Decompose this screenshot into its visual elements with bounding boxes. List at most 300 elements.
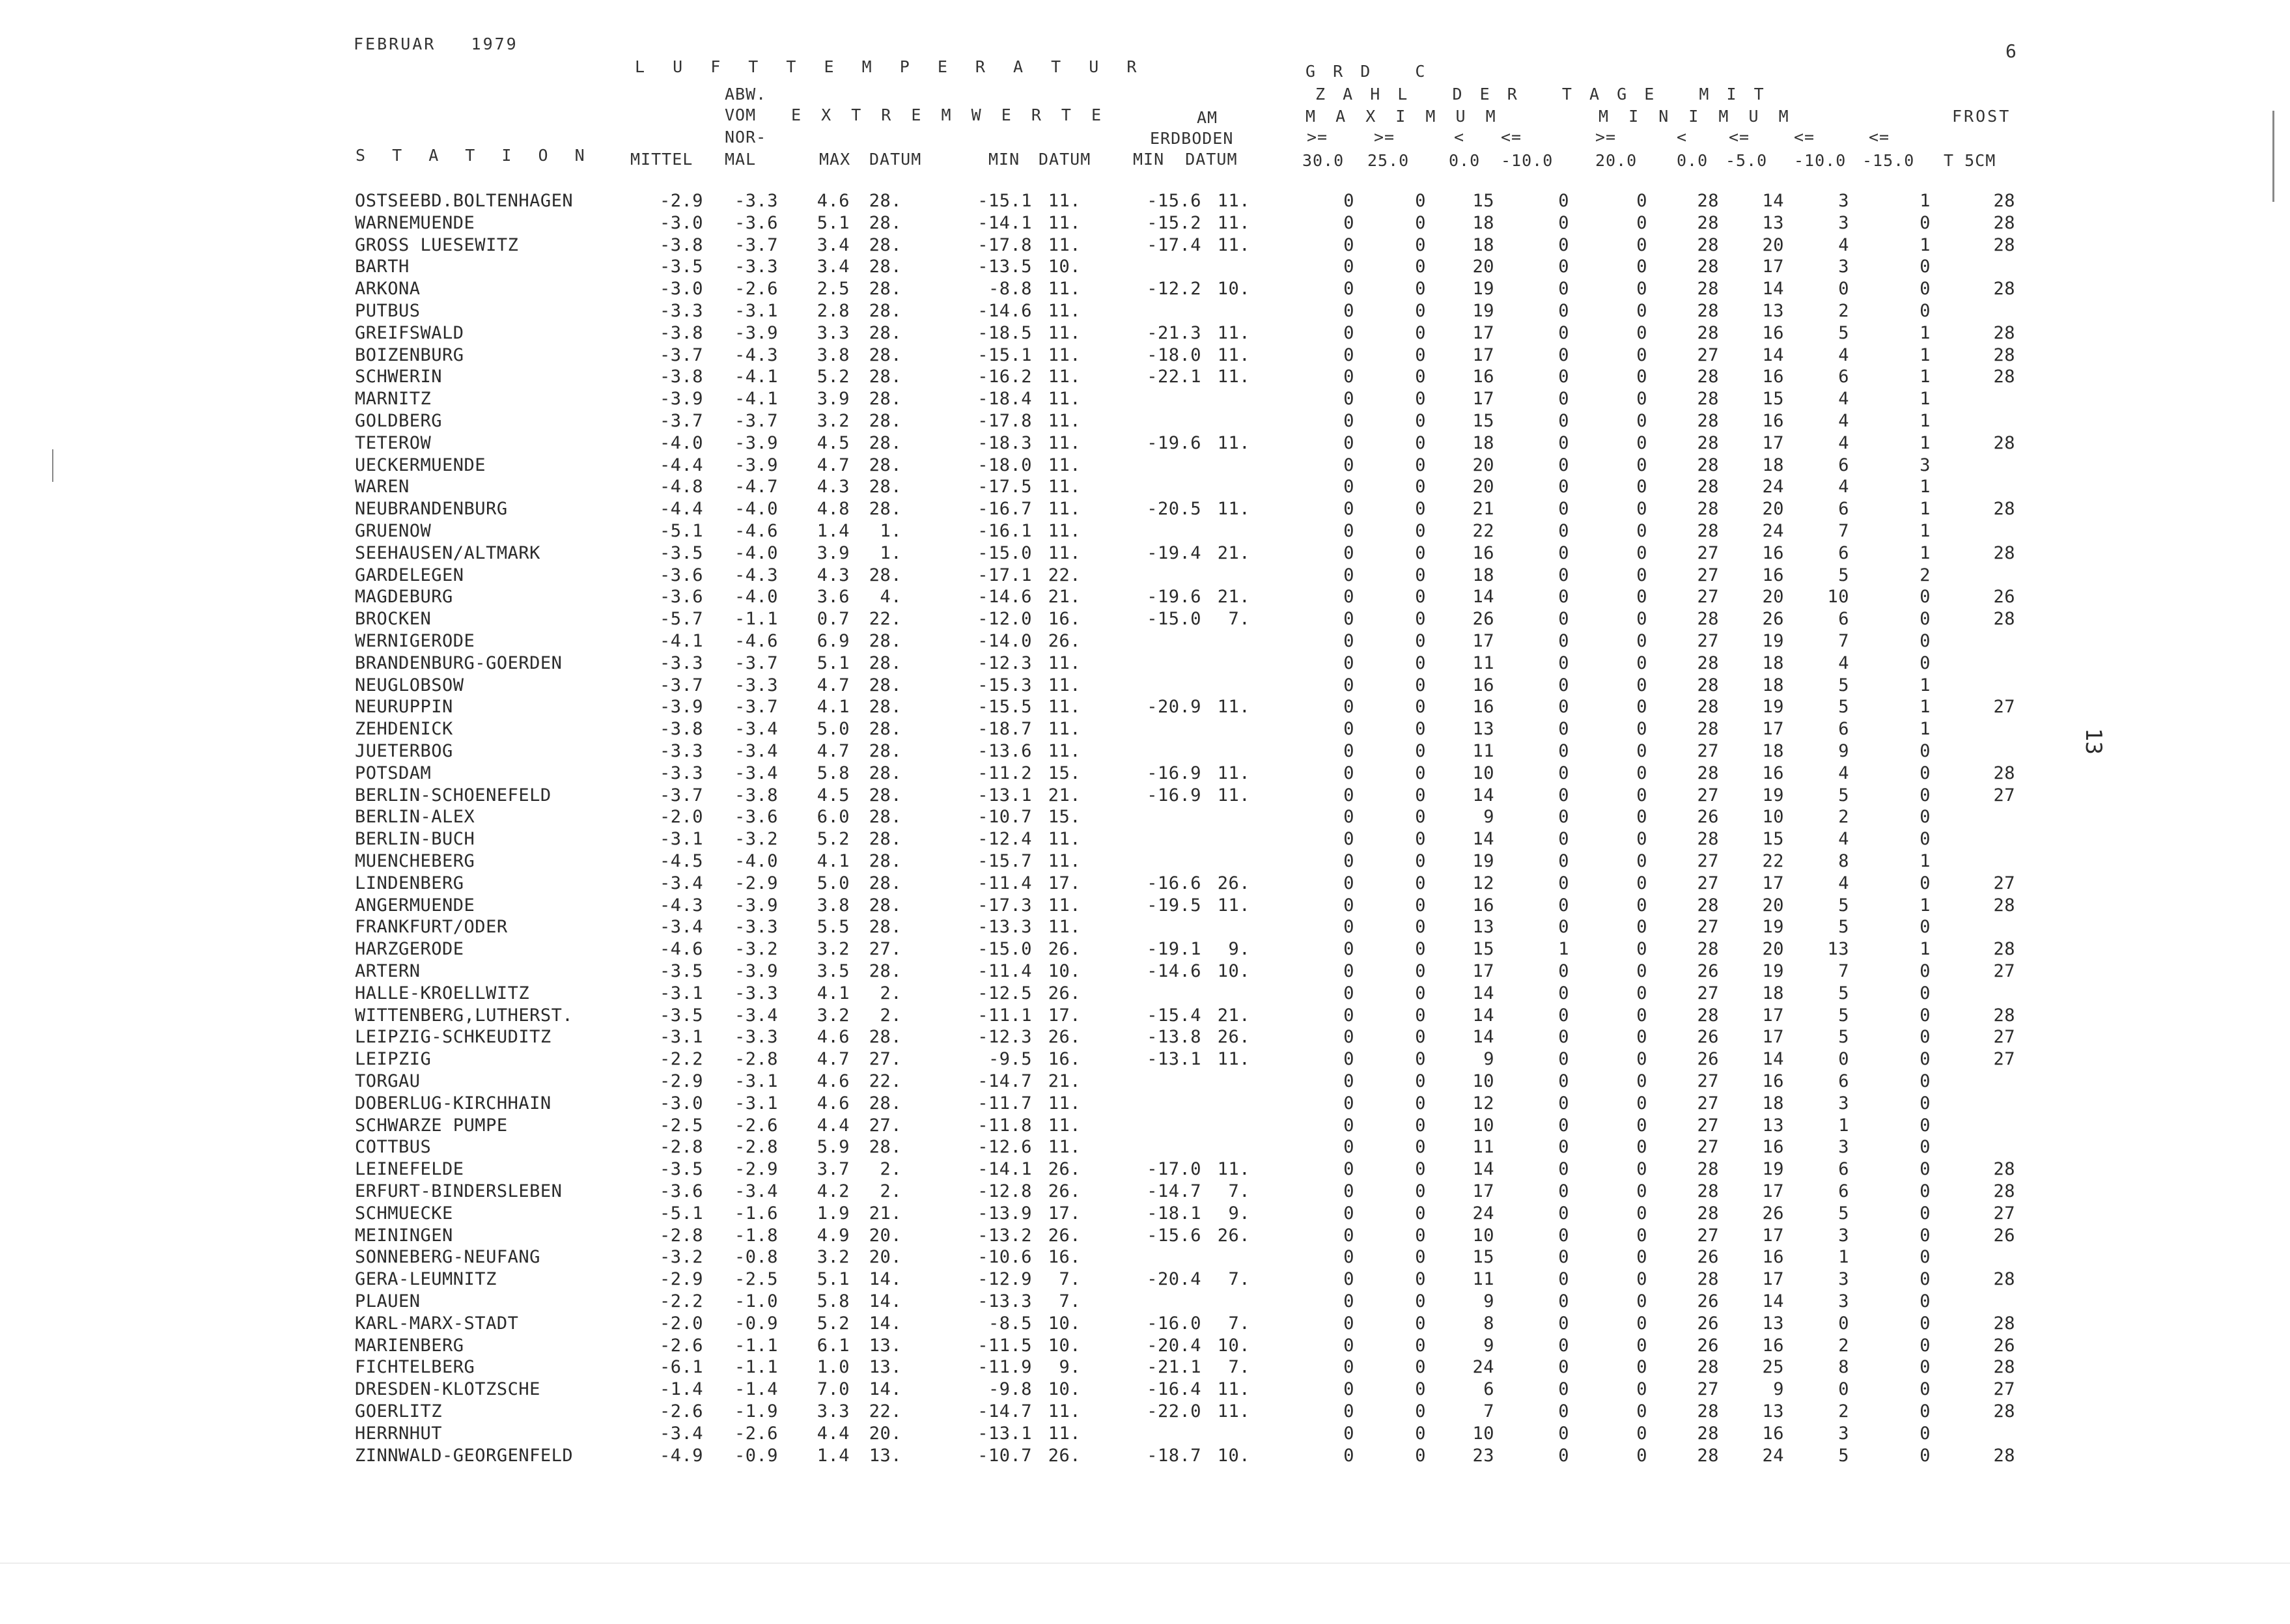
table-row xyxy=(0,1401,2084,1423)
days-max-lt0: 17 xyxy=(1472,389,1494,410)
abw-value: -3.3 xyxy=(734,1027,778,1048)
station-name: ANGERMUENDE xyxy=(355,895,475,916)
abw-value: -4.0 xyxy=(734,542,778,563)
days-min-le-m10: 10 xyxy=(1827,587,1849,608)
days-min-le-m10: 1 xyxy=(1838,1115,1849,1136)
station-name: LEIPZIG-SCHKEUDITZ xyxy=(355,1027,552,1048)
abw-value: -4.6 xyxy=(734,631,778,651)
min-value: -12.9 xyxy=(977,1269,1032,1290)
days-min-le-m5: 14 xyxy=(1762,1049,1784,1070)
station-name: ZINNWALD-GEORGENFELD xyxy=(355,1445,574,1466)
table-row xyxy=(0,367,2084,389)
table-row xyxy=(0,675,2084,697)
days-min-le-m10: 4 xyxy=(1838,829,1849,850)
station-name: SCHWARZE PUMPE xyxy=(355,1115,508,1136)
days-min-le-m15: 0 xyxy=(1920,609,1931,630)
days-min-lt0: 28 xyxy=(1697,322,1719,343)
days-min-le-m10: 5 xyxy=(1838,1005,1849,1026)
erdboden-min-value: -19.1 xyxy=(1147,939,1201,960)
days-max-le-m10: 0 xyxy=(1558,1203,1569,1224)
days-min-ge20: 0 xyxy=(1636,301,1647,321)
days-min-le-m5: 17 xyxy=(1762,1181,1784,1201)
days-max-le-m10: 0 xyxy=(1558,1005,1569,1026)
abw-value: -3.1 xyxy=(734,301,778,321)
days-min-ge20: 0 xyxy=(1636,1379,1647,1400)
mittel-value: -4.0 xyxy=(659,432,703,453)
max-datum: 28. xyxy=(869,565,902,585)
days-min-ge20: 0 xyxy=(1636,1445,1647,1466)
days-max-ge25: 0 xyxy=(1415,1445,1426,1466)
days-min-le-m5: 10 xyxy=(1762,807,1784,828)
days-max-lt0: 14 xyxy=(1472,785,1494,805)
erdboden-min-datum: 11. xyxy=(1217,344,1250,365)
days-min-le-m5: 18 xyxy=(1762,652,1784,673)
erdboden-min-value: -16.9 xyxy=(1147,763,1201,783)
frost-t5cm: 28 xyxy=(1993,279,2015,300)
mittel-value: -3.7 xyxy=(659,344,703,365)
days-min-le-m5: 16 xyxy=(1762,367,1784,387)
days-max-lt0: 14 xyxy=(1472,829,1494,850)
frost-t5cm: 27 xyxy=(1993,1027,2015,1048)
abw-value: -3.3 xyxy=(734,675,778,695)
days-max-ge30: 0 xyxy=(1343,741,1354,761)
abw-value: -3.3 xyxy=(734,917,778,938)
max-datum: 28. xyxy=(869,895,902,916)
max-value: 1.9 xyxy=(817,1203,850,1224)
max-value: 4.9 xyxy=(817,1225,850,1246)
min-value: -13.3 xyxy=(977,917,1032,938)
max-datum: 4. xyxy=(880,587,902,608)
month-year: FEBRUAR 1979 xyxy=(354,35,518,53)
min-datum: 11. xyxy=(1048,829,1081,850)
max-value: 0.7 xyxy=(817,609,850,630)
days-min-le-m5: 17 xyxy=(1762,257,1784,277)
days-max-le-m10: 0 xyxy=(1558,807,1569,828)
days-max-ge25: 0 xyxy=(1415,983,1426,1003)
days-min-le-m10: 4 xyxy=(1838,477,1849,497)
min-datum: 11. xyxy=(1048,652,1081,673)
erdboden-min-value: -16.9 xyxy=(1147,785,1201,805)
min-datum: 10. xyxy=(1048,961,1081,981)
abw-value: -4.7 xyxy=(734,477,778,497)
days-max-ge30: 0 xyxy=(1343,609,1354,630)
min-value: -15.0 xyxy=(977,939,1032,960)
min-datum: 21. xyxy=(1048,785,1081,805)
days-max-ge25: 0 xyxy=(1415,829,1426,850)
days-max-ge30: 0 xyxy=(1343,1159,1354,1180)
max-datum: 14. xyxy=(869,1291,902,1311)
max-datum: 28. xyxy=(869,719,902,740)
mittel-value: -3.5 xyxy=(659,961,703,981)
days-max-ge25: 0 xyxy=(1415,257,1426,277)
frost-t5cm: 28 xyxy=(1993,763,2015,783)
days-max-ge30: 0 xyxy=(1343,1247,1354,1268)
th-m5: -5.0 xyxy=(1725,151,1768,170)
days-min-le-m15: 0 xyxy=(1920,1291,1931,1311)
days-min-le-m10: 6 xyxy=(1838,367,1849,387)
min-value: -12.4 xyxy=(977,829,1032,850)
mittel-value: -2.9 xyxy=(659,191,703,211)
days-min-ge20: 0 xyxy=(1636,763,1647,783)
station-name: POTSDAM xyxy=(355,763,432,783)
days-min-lt0: 28 xyxy=(1697,1203,1719,1224)
station-name: GROSS LUESEWITZ xyxy=(355,234,519,255)
max-datum: 28. xyxy=(869,279,902,300)
days-max-ge25: 0 xyxy=(1415,234,1426,255)
days-min-lt0: 27 xyxy=(1697,983,1719,1003)
days-min-ge20: 0 xyxy=(1636,279,1647,300)
max-value: 6.1 xyxy=(817,1335,850,1356)
frost-t5cm: 27 xyxy=(1993,697,2015,718)
days-max-ge25: 0 xyxy=(1415,1247,1426,1268)
min-value: -14.1 xyxy=(977,212,1032,233)
max-datum: 28. xyxy=(869,1093,902,1113)
days-min-le-m10: 3 xyxy=(1838,191,1849,211)
days-max-ge25: 0 xyxy=(1415,367,1426,387)
abw-value: -3.2 xyxy=(734,939,778,960)
min-value: -9.8 xyxy=(988,1379,1032,1400)
mittel-value: -4.5 xyxy=(659,851,703,871)
abw-value: -2.8 xyxy=(734,1049,778,1070)
days-max-le-m10: 0 xyxy=(1558,521,1569,541)
max-datum: 28. xyxy=(869,477,902,497)
days-max-ge30: 0 xyxy=(1343,1401,1354,1421)
station-name: MAGDEBURG xyxy=(355,587,453,608)
days-max-lt0: 14 xyxy=(1472,587,1494,608)
min-datum: 11. xyxy=(1048,1115,1081,1136)
days-max-lt0: 19 xyxy=(1472,301,1494,321)
min-value: -13.3 xyxy=(977,1291,1032,1311)
abw-label-2: VOM xyxy=(725,105,757,124)
mittel-value: -2.9 xyxy=(659,1269,703,1290)
days-max-ge25: 0 xyxy=(1415,432,1426,453)
abw-value: -3.3 xyxy=(734,191,778,211)
min-datum: 17. xyxy=(1048,1005,1081,1026)
max-datum: 28. xyxy=(869,432,902,453)
days-min-le-m15: 1 xyxy=(1920,234,1931,255)
page-number: 6 xyxy=(2005,40,2017,62)
days-max-le-m10: 0 xyxy=(1558,895,1569,916)
mittel-value: -3.3 xyxy=(659,741,703,761)
erdboden-min-datum: 11. xyxy=(1217,1379,1250,1400)
min-datum: 11. xyxy=(1048,322,1081,343)
max-datum: 28. xyxy=(869,873,902,893)
days-min-lt0: 27 xyxy=(1697,873,1719,893)
station-name: MEININGEN xyxy=(355,1225,453,1246)
days-max-lt0: 17 xyxy=(1472,961,1494,981)
days-min-le-m5: 20 xyxy=(1762,499,1784,520)
days-min-le-m5: 13 xyxy=(1762,1313,1784,1334)
min-datum: 26. xyxy=(1048,1225,1081,1246)
erdboden-min-value: -19.5 xyxy=(1147,895,1201,916)
erdboden-min-datum: 7. xyxy=(1228,1181,1250,1201)
min-value: -12.6 xyxy=(977,1137,1032,1158)
days-min-ge20: 0 xyxy=(1636,1159,1647,1180)
table-row xyxy=(0,1005,2084,1028)
days-max-lt0: 24 xyxy=(1472,1203,1494,1224)
days-max-ge30: 0 xyxy=(1343,279,1354,300)
days-min-lt0: 28 xyxy=(1697,895,1719,916)
station-name: GREIFSWALD xyxy=(355,322,464,343)
days-max-le-m10: 0 xyxy=(1558,873,1569,893)
abw-value: -3.2 xyxy=(734,829,778,850)
days-min-le-m5: 17 xyxy=(1762,1225,1784,1246)
max-label: MAX xyxy=(819,150,851,169)
max-value: 7.0 xyxy=(817,1379,850,1400)
mittel-value: -4.4 xyxy=(659,499,703,520)
mittel-value: -3.1 xyxy=(659,983,703,1003)
days-max-lt0: 11 xyxy=(1472,741,1494,761)
min-value: -10.6 xyxy=(977,1247,1032,1268)
days-min-ge20: 0 xyxy=(1636,1049,1647,1070)
days-min-lt0: 26 xyxy=(1697,1335,1719,1356)
min-value: -15.3 xyxy=(977,675,1032,695)
days-min-ge20: 0 xyxy=(1636,322,1647,343)
frost-t5cm: 28 xyxy=(1993,1401,2015,1421)
days-min-le-m15: 0 xyxy=(1920,829,1931,850)
days-min-lt0: 27 xyxy=(1697,587,1719,608)
abw-value: -4.1 xyxy=(734,367,778,387)
days-min-le-m15: 1 xyxy=(1920,322,1931,343)
max-value: 4.8 xyxy=(817,499,850,520)
days-min-ge20: 0 xyxy=(1636,741,1647,761)
days-min-ge20: 0 xyxy=(1636,499,1647,520)
table-row xyxy=(0,785,2084,807)
days-min-lt0: 28 xyxy=(1697,301,1719,321)
days-min-lt0: 28 xyxy=(1697,389,1719,410)
days-min-le-m10: 5 xyxy=(1838,1027,1849,1048)
mittel-value: -3.8 xyxy=(659,367,703,387)
days-min-lt0: 28 xyxy=(1697,675,1719,695)
max-datum: 27. xyxy=(869,1049,902,1070)
days-min-le-m5: 17 xyxy=(1762,873,1784,893)
mittel-value: -2.9 xyxy=(659,1071,703,1091)
op-le-m15: <= xyxy=(1869,128,1890,147)
days-max-ge25: 0 xyxy=(1415,587,1426,608)
days-max-ge30: 0 xyxy=(1343,631,1354,651)
erdboden-min-value: -22.1 xyxy=(1147,367,1201,387)
mittel-value: -3.4 xyxy=(659,1423,703,1444)
mittel-value: -3.0 xyxy=(659,1093,703,1113)
max-datum: 28. xyxy=(869,389,902,410)
table-row xyxy=(0,719,2084,741)
mittel-value: -4.9 xyxy=(659,1445,703,1466)
days-max-le-m10: 0 xyxy=(1558,301,1569,321)
max-datum: 28. xyxy=(869,367,902,387)
max-value: 3.8 xyxy=(817,895,850,916)
days-max-lt0: 15 xyxy=(1472,411,1494,431)
erdboden-min-value: -19.6 xyxy=(1147,432,1201,453)
days-max-ge30: 0 xyxy=(1343,1115,1354,1136)
abw-value: -4.3 xyxy=(734,344,778,365)
days-max-ge30: 0 xyxy=(1343,234,1354,255)
days-min-lt0: 27 xyxy=(1697,851,1719,871)
days-max-ge25: 0 xyxy=(1415,1423,1426,1444)
min-datum: 11. xyxy=(1048,432,1081,453)
max-value: 5.0 xyxy=(817,873,850,893)
days-max-ge25: 0 xyxy=(1415,873,1426,893)
max-datum: 14. xyxy=(869,1269,902,1290)
days-max-ge25: 0 xyxy=(1415,1071,1426,1091)
abw-value: -4.1 xyxy=(734,389,778,410)
station-name: JUETERBOG xyxy=(355,741,453,761)
days-max-ge25: 0 xyxy=(1415,411,1426,431)
min-value: -14.1 xyxy=(977,1159,1032,1180)
days-min-le-m5: 18 xyxy=(1762,675,1784,695)
days-min-le-m10: 13 xyxy=(1827,939,1849,960)
min-value: -18.5 xyxy=(977,322,1032,343)
days-min-le-m15: 0 xyxy=(1920,279,1931,300)
days-max-ge30: 0 xyxy=(1343,565,1354,585)
days-max-lt0: 19 xyxy=(1472,279,1494,300)
days-min-ge20: 0 xyxy=(1636,895,1647,916)
erdboden-min-datum: 26. xyxy=(1217,1027,1250,1048)
days-min-ge20: 0 xyxy=(1636,344,1647,365)
days-min-le-m5: 20 xyxy=(1762,939,1784,960)
station-name: BERLIN-BUCH xyxy=(355,829,475,850)
days-min-lt0: 28 xyxy=(1697,609,1719,630)
table-row xyxy=(0,1247,2084,1269)
days-max-ge25: 0 xyxy=(1415,1225,1426,1246)
station-name: SEEHAUSEN/ALTMARK xyxy=(355,542,540,563)
days-min-ge20: 0 xyxy=(1636,652,1647,673)
erdboden-min-datum: 7. xyxy=(1228,1269,1250,1290)
days-min-le-m15: 0 xyxy=(1920,1225,1931,1246)
days-max-lt0: 18 xyxy=(1472,234,1494,255)
days-max-ge30: 0 xyxy=(1343,719,1354,740)
days-min-le-m10: 5 xyxy=(1838,983,1849,1003)
days-max-ge25: 0 xyxy=(1415,389,1426,410)
days-min-le-m5: 13 xyxy=(1762,301,1784,321)
frost-t5cm: 26 xyxy=(1993,1335,2015,1356)
days-max-le-m10: 0 xyxy=(1558,367,1569,387)
days-min-le-m15: 0 xyxy=(1920,1203,1931,1224)
days-min-le-m10: 4 xyxy=(1838,234,1849,255)
days-min-le-m15: 0 xyxy=(1920,1401,1931,1421)
frost-t5cm: 28 xyxy=(1993,1181,2015,1201)
min-value: -15.1 xyxy=(977,191,1032,211)
frost-t5cm: 28 xyxy=(1993,234,2015,255)
days-min-le-m15: 0 xyxy=(1920,631,1931,651)
days-min-le-m5: 16 xyxy=(1762,1247,1784,1268)
th-m10b: -10.0 xyxy=(1794,151,1847,170)
min-datum: 11. xyxy=(1048,411,1081,431)
days-min-le-m5: 17 xyxy=(1762,1005,1784,1026)
days-min-le-m10: 0 xyxy=(1838,1049,1849,1070)
max-datum: 28. xyxy=(869,631,902,651)
erdboden-min-datum: 26. xyxy=(1217,1225,1250,1246)
max-value: 5.1 xyxy=(817,212,850,233)
max-value: 1.0 xyxy=(817,1357,850,1378)
days-min-le-m10: 2 xyxy=(1838,1335,1849,1356)
min-datum: 11. xyxy=(1048,301,1081,321)
erdboden-min-datum: 11. xyxy=(1217,1049,1250,1070)
days-max-le-m10: 0 xyxy=(1558,1401,1569,1421)
days-max-lt0: 19 xyxy=(1472,851,1494,871)
days-min-ge20: 0 xyxy=(1636,829,1647,850)
days-min-ge20: 0 xyxy=(1636,961,1647,981)
abw-value: -3.8 xyxy=(734,785,778,805)
max-datum: 21. xyxy=(869,1203,902,1224)
station-name: ZEHDENICK xyxy=(355,719,453,740)
days-max-ge25: 0 xyxy=(1415,631,1426,651)
mittel-value: -3.0 xyxy=(659,212,703,233)
max-datum: 28. xyxy=(869,807,902,828)
min-value: -11.4 xyxy=(977,873,1032,893)
frost-t5cm: 27 xyxy=(1993,1049,2015,1070)
op-le-m10b: <= xyxy=(1794,128,1815,147)
mittel-value: -4.8 xyxy=(659,477,703,497)
days-max-ge30: 0 xyxy=(1343,1357,1354,1378)
max-value: 4.7 xyxy=(817,1049,850,1070)
erdboden-min-value: -20.4 xyxy=(1147,1269,1201,1290)
table-row xyxy=(0,411,2084,433)
days-max-ge30: 0 xyxy=(1343,542,1354,563)
min-value: -11.9 xyxy=(977,1357,1032,1378)
days-min-lt0: 27 xyxy=(1697,1225,1719,1246)
mittel-value: -3.1 xyxy=(659,1027,703,1048)
max-value: 6.0 xyxy=(817,807,850,828)
min-value: -13.9 xyxy=(977,1203,1032,1224)
max-datum: 27. xyxy=(869,1115,902,1136)
days-min-lt0: 28 xyxy=(1697,829,1719,850)
min-value: -17.8 xyxy=(977,234,1032,255)
days-max-lt0: 18 xyxy=(1472,565,1494,585)
days-min-ge20: 0 xyxy=(1636,521,1647,541)
days-max-ge30: 0 xyxy=(1343,1335,1354,1356)
days-min-ge20: 0 xyxy=(1636,697,1647,718)
days-max-le-m10: 0 xyxy=(1558,1445,1569,1466)
days-max-lt0: 6 xyxy=(1483,1379,1494,1400)
station-name: TORGAU xyxy=(355,1071,421,1091)
station-name: BROCKEN xyxy=(355,609,432,630)
days-max-lt0: 12 xyxy=(1472,1093,1494,1113)
days-min-ge20: 0 xyxy=(1636,1247,1647,1268)
station-name: LEIPZIG xyxy=(355,1049,432,1070)
table-row xyxy=(0,587,2084,609)
days-min-le-m15: 0 xyxy=(1920,1027,1931,1048)
erdboden-min-datum: 11. xyxy=(1217,895,1250,916)
days-max-lt0: 13 xyxy=(1472,917,1494,938)
erdboden-min-value: -19.6 xyxy=(1147,587,1201,608)
days-max-ge25: 0 xyxy=(1415,1049,1426,1070)
station-name: COTTBUS xyxy=(355,1137,432,1158)
days-min-lt0: 28 xyxy=(1697,432,1719,453)
days-min-lt0: 28 xyxy=(1697,411,1719,431)
min-datum: 11. xyxy=(1048,455,1081,475)
frost-t5cm: 28 xyxy=(1993,322,2015,343)
days-min-ge20: 0 xyxy=(1636,212,1647,233)
mittel-value: -3.7 xyxy=(659,785,703,805)
table-row xyxy=(0,323,2084,345)
max-value: 4.6 xyxy=(817,1027,850,1048)
mittel-value: -4.6 xyxy=(659,939,703,960)
op-lt-0b: < xyxy=(1677,128,1688,147)
max-value: 3.2 xyxy=(817,939,850,960)
mittel-value: -3.4 xyxy=(659,873,703,893)
table-row xyxy=(0,1336,2084,1358)
days-max-ge25: 0 xyxy=(1415,499,1426,520)
days-max-ge25: 0 xyxy=(1415,763,1426,783)
min-value: -11.7 xyxy=(977,1093,1032,1113)
days-min-ge20: 0 xyxy=(1636,1291,1647,1311)
days-max-le-m10: 0 xyxy=(1558,917,1569,938)
days-min-ge20: 0 xyxy=(1636,257,1647,277)
station-name: BERLIN-SCHOENEFELD xyxy=(355,785,552,805)
days-min-le-m10: 2 xyxy=(1838,1401,1849,1421)
abw-value: -3.3 xyxy=(734,983,778,1003)
table-row xyxy=(0,917,2084,939)
